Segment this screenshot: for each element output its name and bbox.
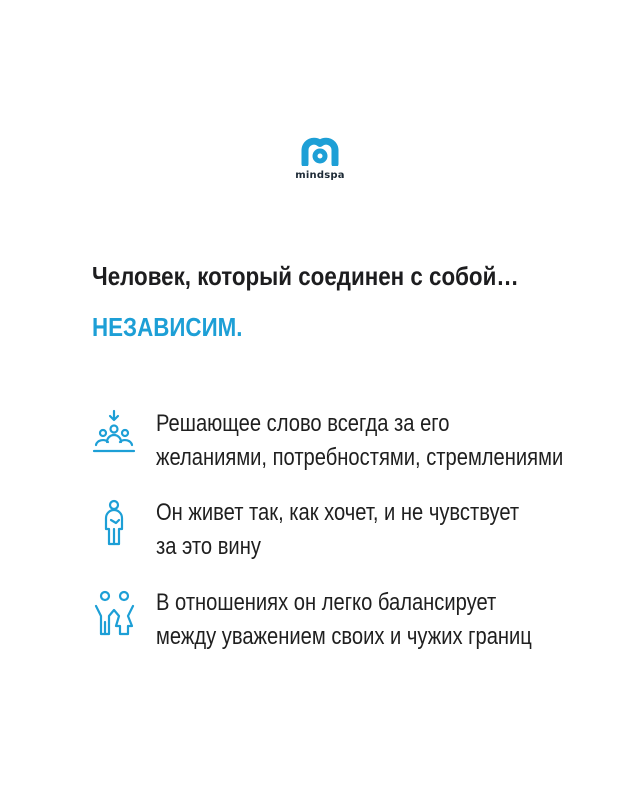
feature-line-2: за это вину <box>156 533 261 560</box>
feature-line-1: Решающее слово всегда за его <box>156 410 450 437</box>
headline <box>92 256 612 345</box>
feature-text <box>156 586 576 654</box>
brand-name: mindspa <box>295 170 345 181</box>
feature-item-decisions <box>92 407 612 487</box>
feature-line-1: В отношениях он легко балансирует <box>156 589 497 616</box>
feature-text <box>156 496 576 564</box>
feature-item-lives-freely <box>92 496 612 576</box>
feature-text <box>156 407 576 475</box>
feature-item-relationships <box>92 586 612 666</box>
feature-line-1: Он живет так, как хочет, и не чувствует <box>156 499 520 526</box>
brand-logo <box>0 136 640 181</box>
headline-accent: НЕЗАВИСИМ. <box>92 312 243 342</box>
person-hand-on-chest-icon <box>92 496 138 552</box>
group-arrow-icon <box>92 407 138 463</box>
couple-icon <box>92 586 138 642</box>
feature-line-2: желаниями, потребностями, стремлениями <box>156 444 564 471</box>
mindspa-logo-icon <box>301 136 339 166</box>
feature-line-2: между уважением своих и чужих границ <box>156 623 532 650</box>
headline-main: Человек, который соединен с собой… <box>92 261 519 291</box>
